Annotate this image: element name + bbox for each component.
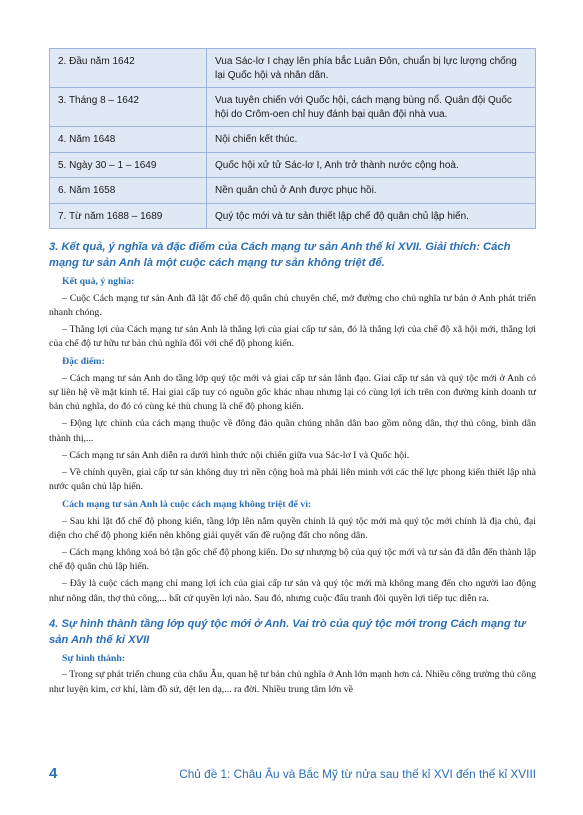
paragraph: – Động lực chính của cách mạng thuộc về đông đảo quần chúng nhân dân bao gồm nông dân, thợ thủ công, bình dân thành thị,...: [49, 418, 536, 444]
paragraph: – Cách mạng không xoá bỏ tận gốc chế độ phong kiến. Do sự nhượng bộ của quý tộc mới và tư sản đã dẫn đến thành lập chế độ quân chủ lập hiến.: [49, 546, 536, 573]
paragraph: – Cách mạng tư sản Anh do tầng lớp quý tộc mới và giai cấp tư sản lãnh đạo. Giai cấp tư sản và quý tộc mới ở Anh có sự liên hệ về mặt kinh tế. Hai giai cấp tuy có nguồn gốc khác nhau nhưng lại có cùng lợi ích trên con đường kinh doanh tư bản chủ nghĩa, do đó có cùng kẻ thù chung là chế độ phong kiến.: [49, 372, 536, 413]
table-cell-time: 3. Tháng 8 – 1642: [50, 88, 207, 127]
table-row: [50, 49, 536, 88]
table-cell-time: 6. Năm 1658: [50, 178, 207, 204]
paragraph: – Cách mạng tư sản Anh diễn ra dưới hình thức nội chiến giữa vua Sác-lơ I và Quốc hội.: [62, 449, 410, 461]
table-cell-event: Vua Sác-lơ I chạy lên phía bắc Luân Đôn, chuẩn bị lực lượng chống lại Quốc hội và nhân dân.: [207, 49, 536, 88]
table-row: [50, 178, 536, 204]
table-cell-time: 2. Đầu năm 1642: [50, 49, 207, 88]
section-3-heading: 3. Kết quả, ý nghĩa và đặc điểm của Cách mạng tư sản Anh thế kỉ XVII. Giải thích: Cách mạng tư sản Anh là một cuộc cách mạng tư sản không triệt để.: [49, 241, 511, 270]
subheading-formation: Sự hình thành:: [62, 653, 126, 665]
paragraph: – Về chính quyền, giai cấp tư sản không duy trì nền cộng hoà mà phải liên minh với các thế lực phong kiến thiết lập nhà nước quân chủ lập hiến.: [49, 466, 536, 493]
page-number: 4: [49, 765, 58, 782]
subheading-results: Kết quả, ý nghĩa:: [62, 276, 135, 288]
table-cell-time: 7. Từ năm 1688 – 1689: [50, 203, 207, 229]
table-cell-event: Quốc hội xử tử Sác-lơ I, Anh trở thành nước cộng hoà.: [207, 152, 536, 178]
paragraph: – Thắng lợi của Cách mạng tư sản Anh là thắng lợi của giai cấp tư sản, đó là thắng lợi của chế độ xã hội mới, thắng lợi của chế độ tư hữu tư bản chủ nghĩa đối với chế độ phong kiến.: [49, 324, 536, 350]
table-cell-event: Vua tuyên chiến với Quốc hội, cách mạng bùng nổ. Quân đội Quốc hội do Crôm-oen chỉ huy đánh bại quân đội nhà vua.: [207, 88, 536, 127]
table-row: [50, 88, 536, 127]
paragraph: – Trong sự phát triển chung của châu Âu, quan hệ tư bản chủ nghĩa ở Anh lớn mạnh hơn cả. Nhiều công trường thủ công như luyện kim, cơ khí, làm đồ sứ, dệt len dạ,... ra đời. Nhiều trung tâm lớn về: [49, 669, 536, 695]
table-row: [50, 127, 536, 153]
paragraph: – Cuộc Cách mạng tư sản Anh đã lật đổ chế độ quân chủ chuyên chế, mở đường cho chủ nghĩa tư bản ở Anh phát triển nhanh chóng.: [49, 292, 536, 318]
paragraph: – Đây là cuộc cách mạng chỉ mang lợi ích của giai cấp tư sản và quý tộc mới mà không mang đến cho người lao động như nông dân, thợ thủ công,... bất cứ quyền lợi nào. Sau đó, nhưng cuộc đấu tranh đòi quyền lợi tiếp tục diễn ra.: [49, 578, 536, 604]
section-4-heading: 4. Sự hình thành tầng lớp quý tộc mới ở Anh. Vai trò của quý tộc mới trong Cách mạng tư sản Anh thế kỉ XVII: [49, 617, 526, 646]
page-footer: [49, 766, 536, 782]
table-cell-time: 4. Năm 1648: [50, 127, 207, 153]
table-row: [50, 203, 536, 229]
table-row: [50, 152, 536, 178]
paragraph: – Sau khi lật đổ chế độ phong kiến, tầng lớp lên nắm quyền chính là quý tộc mới mà quý tộc mới chính là địa chủ, đại diện cho chế độ phong kiến nên không giải quyết vấn đề ruộng đất cho nông dân.: [49, 515, 536, 541]
page-content: [49, 48, 536, 700]
chapter-title: Chủ đề 1: Châu Âu và Bắc Mỹ từ nửa sau thế kỉ XVI đến thế kỉ XVIII: [179, 767, 536, 781]
table-cell-time: 5. Ngày 30 – 1 – 1649: [50, 152, 207, 178]
table-cell-event: Nội chiến kết thúc.: [207, 127, 536, 153]
events-table: [49, 48, 536, 229]
table-cell-event: Quý tộc mới và tư sản thiết lập chế độ quân chủ lập hiến.: [207, 203, 536, 229]
subheading-incomplete-revolution: Cách mạng tư sản Anh là cuộc cách mạng không triệt để vì:: [62, 499, 312, 511]
subheading-characteristics: Đặc điểm:: [62, 356, 105, 368]
table-cell-event: Nền quân chủ ở Anh được phục hồi.: [207, 178, 536, 204]
